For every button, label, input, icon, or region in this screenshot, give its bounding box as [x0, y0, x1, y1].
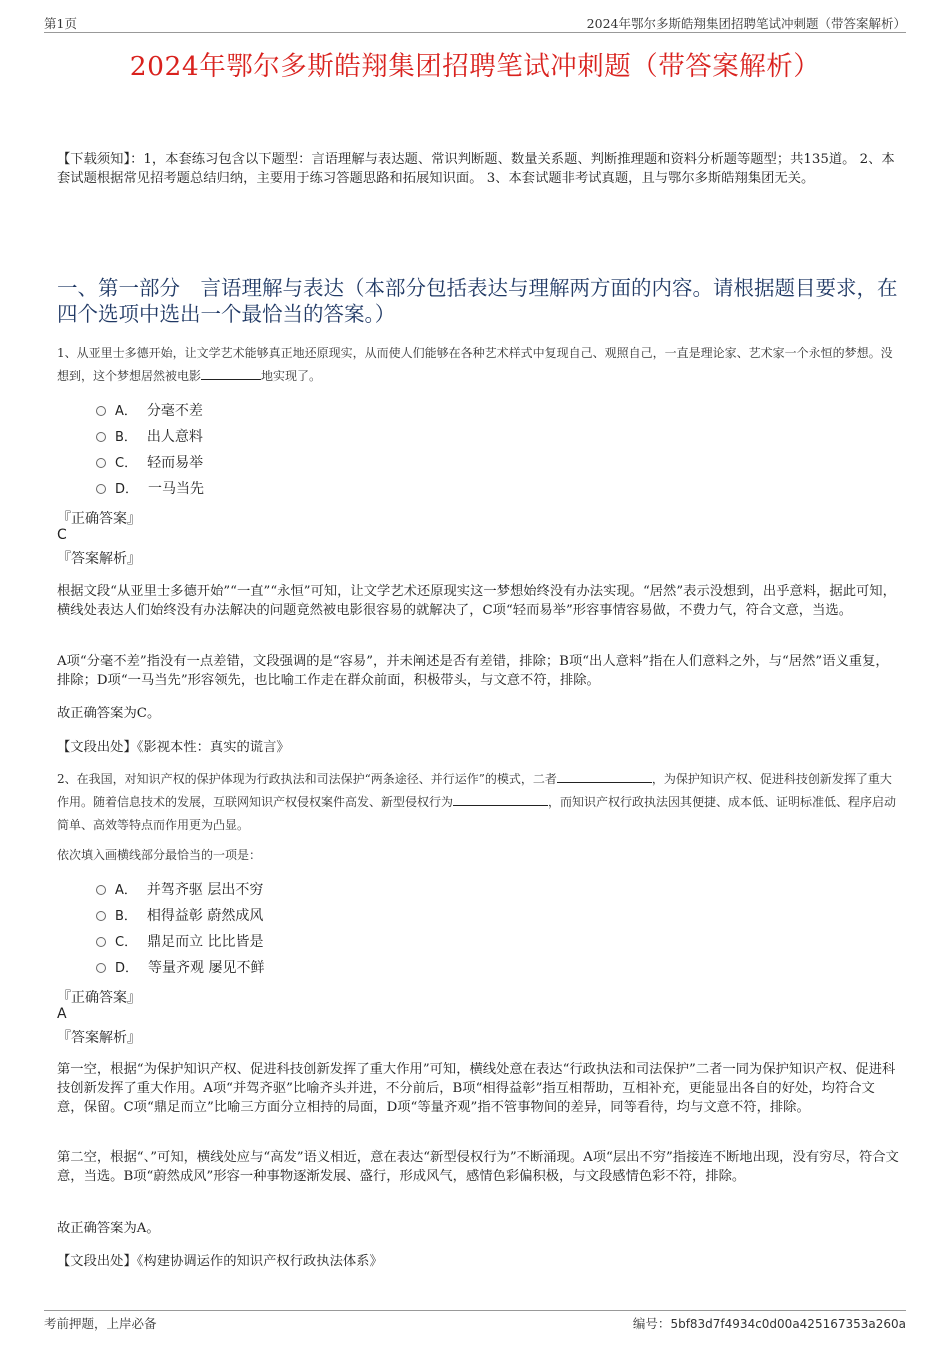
fill-blank [557, 782, 652, 783]
radio-icon[interactable] [96, 963, 106, 973]
radio-icon[interactable] [96, 432, 106, 442]
option-d[interactable]: D． 等量齐观 屡见不鲜 [96, 955, 264, 981]
option-a[interactable]: A． 并驾齐驱 层出不穷 [96, 877, 264, 903]
option-a[interactable]: A． 分毫不差 [96, 398, 204, 424]
source-citation: 【文段出处】《影视本性：真实的谎言》 [57, 740, 290, 755]
radio-icon[interactable] [96, 937, 106, 947]
analysis-conclusion: 故正确答案为A。 [57, 1221, 160, 1236]
option-b[interactable]: B． 相得益彰 蔚然成风 [96, 903, 264, 929]
radio-icon[interactable] [96, 911, 106, 921]
radio-icon[interactable] [96, 406, 106, 416]
document-title: 2024年鄂尔多斯皓翔集团招聘笔试冲刺题（带答案解析） [129, 51, 821, 82]
page-number: 第1页 [44, 16, 77, 31]
correct-answer: C [57, 527, 67, 543]
option-b[interactable]: B． 出人意料 [96, 424, 204, 450]
radio-icon[interactable] [96, 458, 106, 468]
analysis-paragraph: 根据文段“从亚里士多德开始”“一直”“永恒”可知，让文学艺术还原现实这一梦想始终没有办法实现。“居然”表示没想到，出乎意料，据此可知，横线处表达人们始终没有办法解决的问题竟然被电影很容易的就解决了，C项“轻而易举”形容事情容易做，不费力气，符合文意，当选。 [57, 584, 896, 618]
analysis-label: 『答案解析』 [57, 1030, 141, 1046]
page-footer [44, 1310, 906, 1331]
footer-slogan: 考前押题，上岸必备 [44, 1316, 157, 1331]
correct-answer-label: 『正确答案』 [57, 990, 141, 1006]
fill-blank [201, 379, 261, 380]
correct-answer: A [57, 1006, 67, 1022]
question-2-options [96, 877, 264, 981]
question-2-prompt: 依次填入画横线部分最恰当的一项是： [57, 848, 262, 862]
option-c[interactable]: C． 鼎足而立 比比皆是 [96, 929, 264, 955]
analysis-label: 『答案解析』 [57, 551, 141, 567]
analysis-paragraph: 第一空，根据“为保护知识产权、促进科技创新发挥了重大作用”可知，横线处意在表达“行政执法和司法保护”二者一同为保护知识产权、促进科技创新发挥了重大作用。A项“并驾齐驱”比喻齐头并进，不分前后，B项“相得益彰”指互相帮助，互相补充，更能显出各自的好处，均符合文意，保留。C项“鼎足而立”比喻三方面分立相持的局面，D项“等量齐观”指不管事物间的差异，同等看待，均与文意不符，排除。 [57, 1062, 896, 1115]
question-1-stem: 1、从亚里士多德开始，让文学艺术能够真正地还原现实，从而使人们能够在各种艺术样式中复现自己、观照自己，一直是理论家、艺术家一个永恒的梦想。没想到，这个梦想居然被电影 地实现了。 [57, 346, 893, 383]
analysis-paragraph: A项“分毫不差”指没有一点差错，文段强调的是“容易”，并未阐述是否有差错，排除；B项“出人意料”指在人们意料之外，与“居然”语义重复，排除；D项“一马当先”形容领先，也比喻工作走在群众前面，积极带头，与文意不符，排除。 [57, 654, 889, 688]
radio-icon[interactable] [96, 885, 106, 895]
analysis-conclusion: 故正确答案为C。 [57, 706, 161, 721]
option-d[interactable]: D． 一马当先 [96, 476, 204, 502]
analysis-paragraph: 第二空，根据“、”可知，横线处应与“高发”语义相近，意在表达“新型侵权行为”不断涌现。A项“层出不穷”指接连不断地出现，没有穷尽，符合文意，当选。B项“蔚然成风”形容一种事物逐渐发展、盛行，形成风气，感情色彩偏积极，与文段感情色彩不符，排除。 [57, 1150, 899, 1184]
download-notice: 【下载须知】：1，本套练习包含以下题型：言语理解与表达题、常识判断题、数量关系题、判断推理题和资料分析题等题型；共135道。 2、本套试题根据常见招考题总结归纳，主要用于练习答题思路和拓展知识面。 3、本套试题非考试真题，且与鄂尔多斯皓翔集团无关。 [57, 152, 895, 186]
question-1-options [96, 398, 204, 502]
source-citation: 【文段出处】《构建协调运作的知识产权行政执法体系》 [57, 1254, 383, 1269]
radio-icon[interactable] [96, 484, 106, 494]
document-code: 编号：5bf83d7f4934c0d00a425167353a260a [632, 1316, 906, 1331]
question-2-stem: 2、在我国，对知识产权的保护体现为行政执法和司法保护“两条途径、并行运作”的模式，二者 ，为保护知识产权、促进科技创新发挥了重大作用。随着信息技术的发展，互联网知识产权侵权案件高发、新型侵权行为 ，而知识产权行政执法因其便捷、成本低、证明标准低、程序启动简单、高效等特点而作用更为凸显。 [57, 772, 897, 832]
section-title: 一、第一部分 言语理解与表达（本部分包括表达与理解两方面的内容。请根据题目要求，在四个选项中选出一个最恰当的答案。） [57, 276, 898, 326]
page-header [44, 14, 906, 33]
option-c[interactable]: C． 轻而易举 [96, 450, 204, 476]
fill-blank [453, 805, 548, 806]
header-doc-title: 2024年鄂尔多斯皓翔集团招聘笔试冲刺题（带答案解析） [586, 16, 906, 31]
correct-answer-label: 『正确答案』 [57, 511, 141, 527]
